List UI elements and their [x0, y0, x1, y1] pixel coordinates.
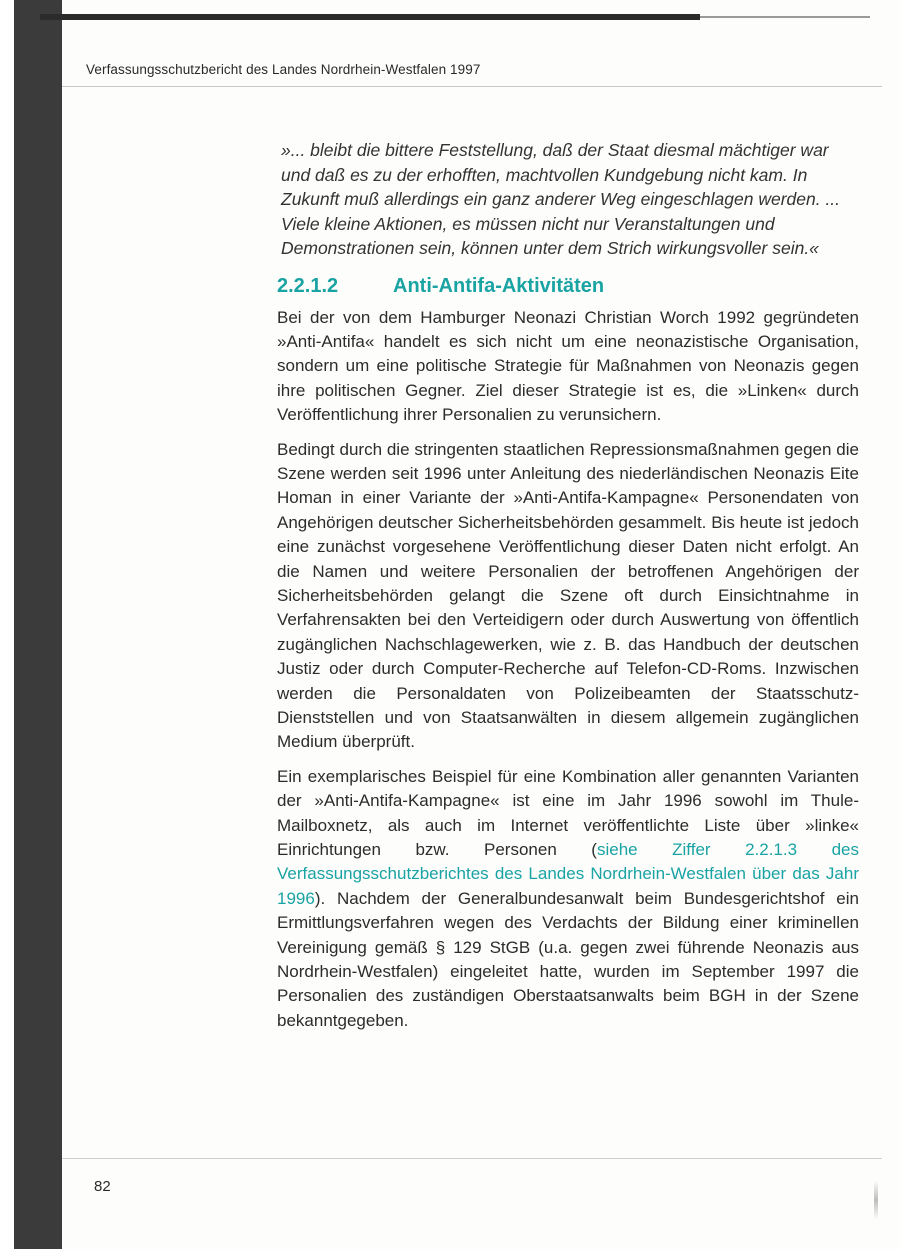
page-number: 82 — [94, 1178, 111, 1195]
cross-reference-link[interactable]: siehe Ziffer 2.2.1.3 des Verfassungsschutzberichtes des Landes Nordrhein-Westfalen über das Jahr 1996 — [277, 840, 859, 908]
paragraph-2: Bedingt durch die stringenten staatlichen Repressionsmaßnahmen gegen die Szene werden seit 1996 unter Anleitung des niederländischen Neonazis Eite Homan in einer Variante der »Anti-Antifa-Kampagne« Personendaten von Angehörigen deutscher Sicherheitsbehörden gesammelt. Bis heute ist jedoch eine zunächst vorgesehene Veröffentlichung dieser Daten nicht erfolgt. An die Namen und weitere Personalien der betroffenen Angehörigen der Sicherheitsbehörden gelangt die Szene oft durch Einsichtnahme in Verfahrensakten bei den Verteidigern oder durch Auswertung von öffentlich zugänglichen Nachschlagewerken, wie z. B. das Handbuch der deutschen Justiz oder durch Computer-Recherche auf Telefon-CD-Roms. Inzwischen werden die Personaldaten von Polizeibeamten der Staatsschutz-Dienststellen und von Staatsanwälten in diesem allgemein zugänglichen Medium überprüft. — [277, 439, 859, 752]
top-rule-fade — [700, 16, 870, 18]
paragraph-3-text-end: ). Nachdem der Generalbundesanwalt beim Bundesgerichtshof ein Ermittlungsverfahren wegen des Verdachts der Bildung einer kriminellen Vereinigung gemäß § 129 StGB (u.a. gegen zwei führende Neonazis aus Nordrhein-Westfalen) eingeleitet hatte, wurden im September 1997 die Personalien des zuständigen Oberstaatsanwalts beim BGH in der Szene bekanntgegeben. — [277, 888, 859, 1030]
paragraph-1: Bei der von dem Hamburger Neonazi Christian Worch 1992 gegründeten »Anti-Antifa« handelt es sich nicht um eine neonazistische Organisation, sondern um eine politische Strategie für Maßnahmen von Neonazis gegen ihre politischen Gegner. Ziel dieser Strategie ist es, die »Linken« durch Veröffentlichung ihrer Personalien zu verunsichern. — [277, 307, 859, 425]
block-quote: »... bleibt die bittere Feststellung, daß der Staat diesmal mächtiger war und daß es zu der erhofften, machtvollen Kundgebung nicht kam. In Zukunft muß allerdings ein ganz anderer Weg eingeschlagen werden. ... Viele kleine Aktionen, es müssen nicht nur Veranstaltungen und Demonstrationen sein, können unter dem Strich wirkungsvoller sein.« — [281, 140, 841, 258]
scan-artifact — [874, 1180, 878, 1220]
paragraph-3 — [277, 765, 859, 1033]
header-rule — [62, 86, 882, 87]
running-head: Verfassungsschutzbericht des Landes Nordrhein-Westfalen 1997 — [86, 62, 481, 77]
paragraph-3-text-start: Ein exemplarisches Beispiel für eine Kombination aller genannten Varianten der »Anti-Antifa-Kampagne« ist eine im Jahr 1996 sowohl im Thule-Mailboxnetz, als auch im Internet veröffentlichte Liste über »linke« Einrichtungen bzw. Personen ( — [277, 766, 859, 860]
binding-edge — [0, 0, 14, 1249]
section-number: 2.2.1.2 — [277, 274, 339, 297]
main-content — [277, 138, 859, 1041]
section-title: Anti-Antifa-Aktivitäten — [393, 274, 605, 297]
footer-rule — [62, 1158, 882, 1159]
top-rule — [40, 14, 700, 20]
section-heading — [277, 275, 859, 298]
